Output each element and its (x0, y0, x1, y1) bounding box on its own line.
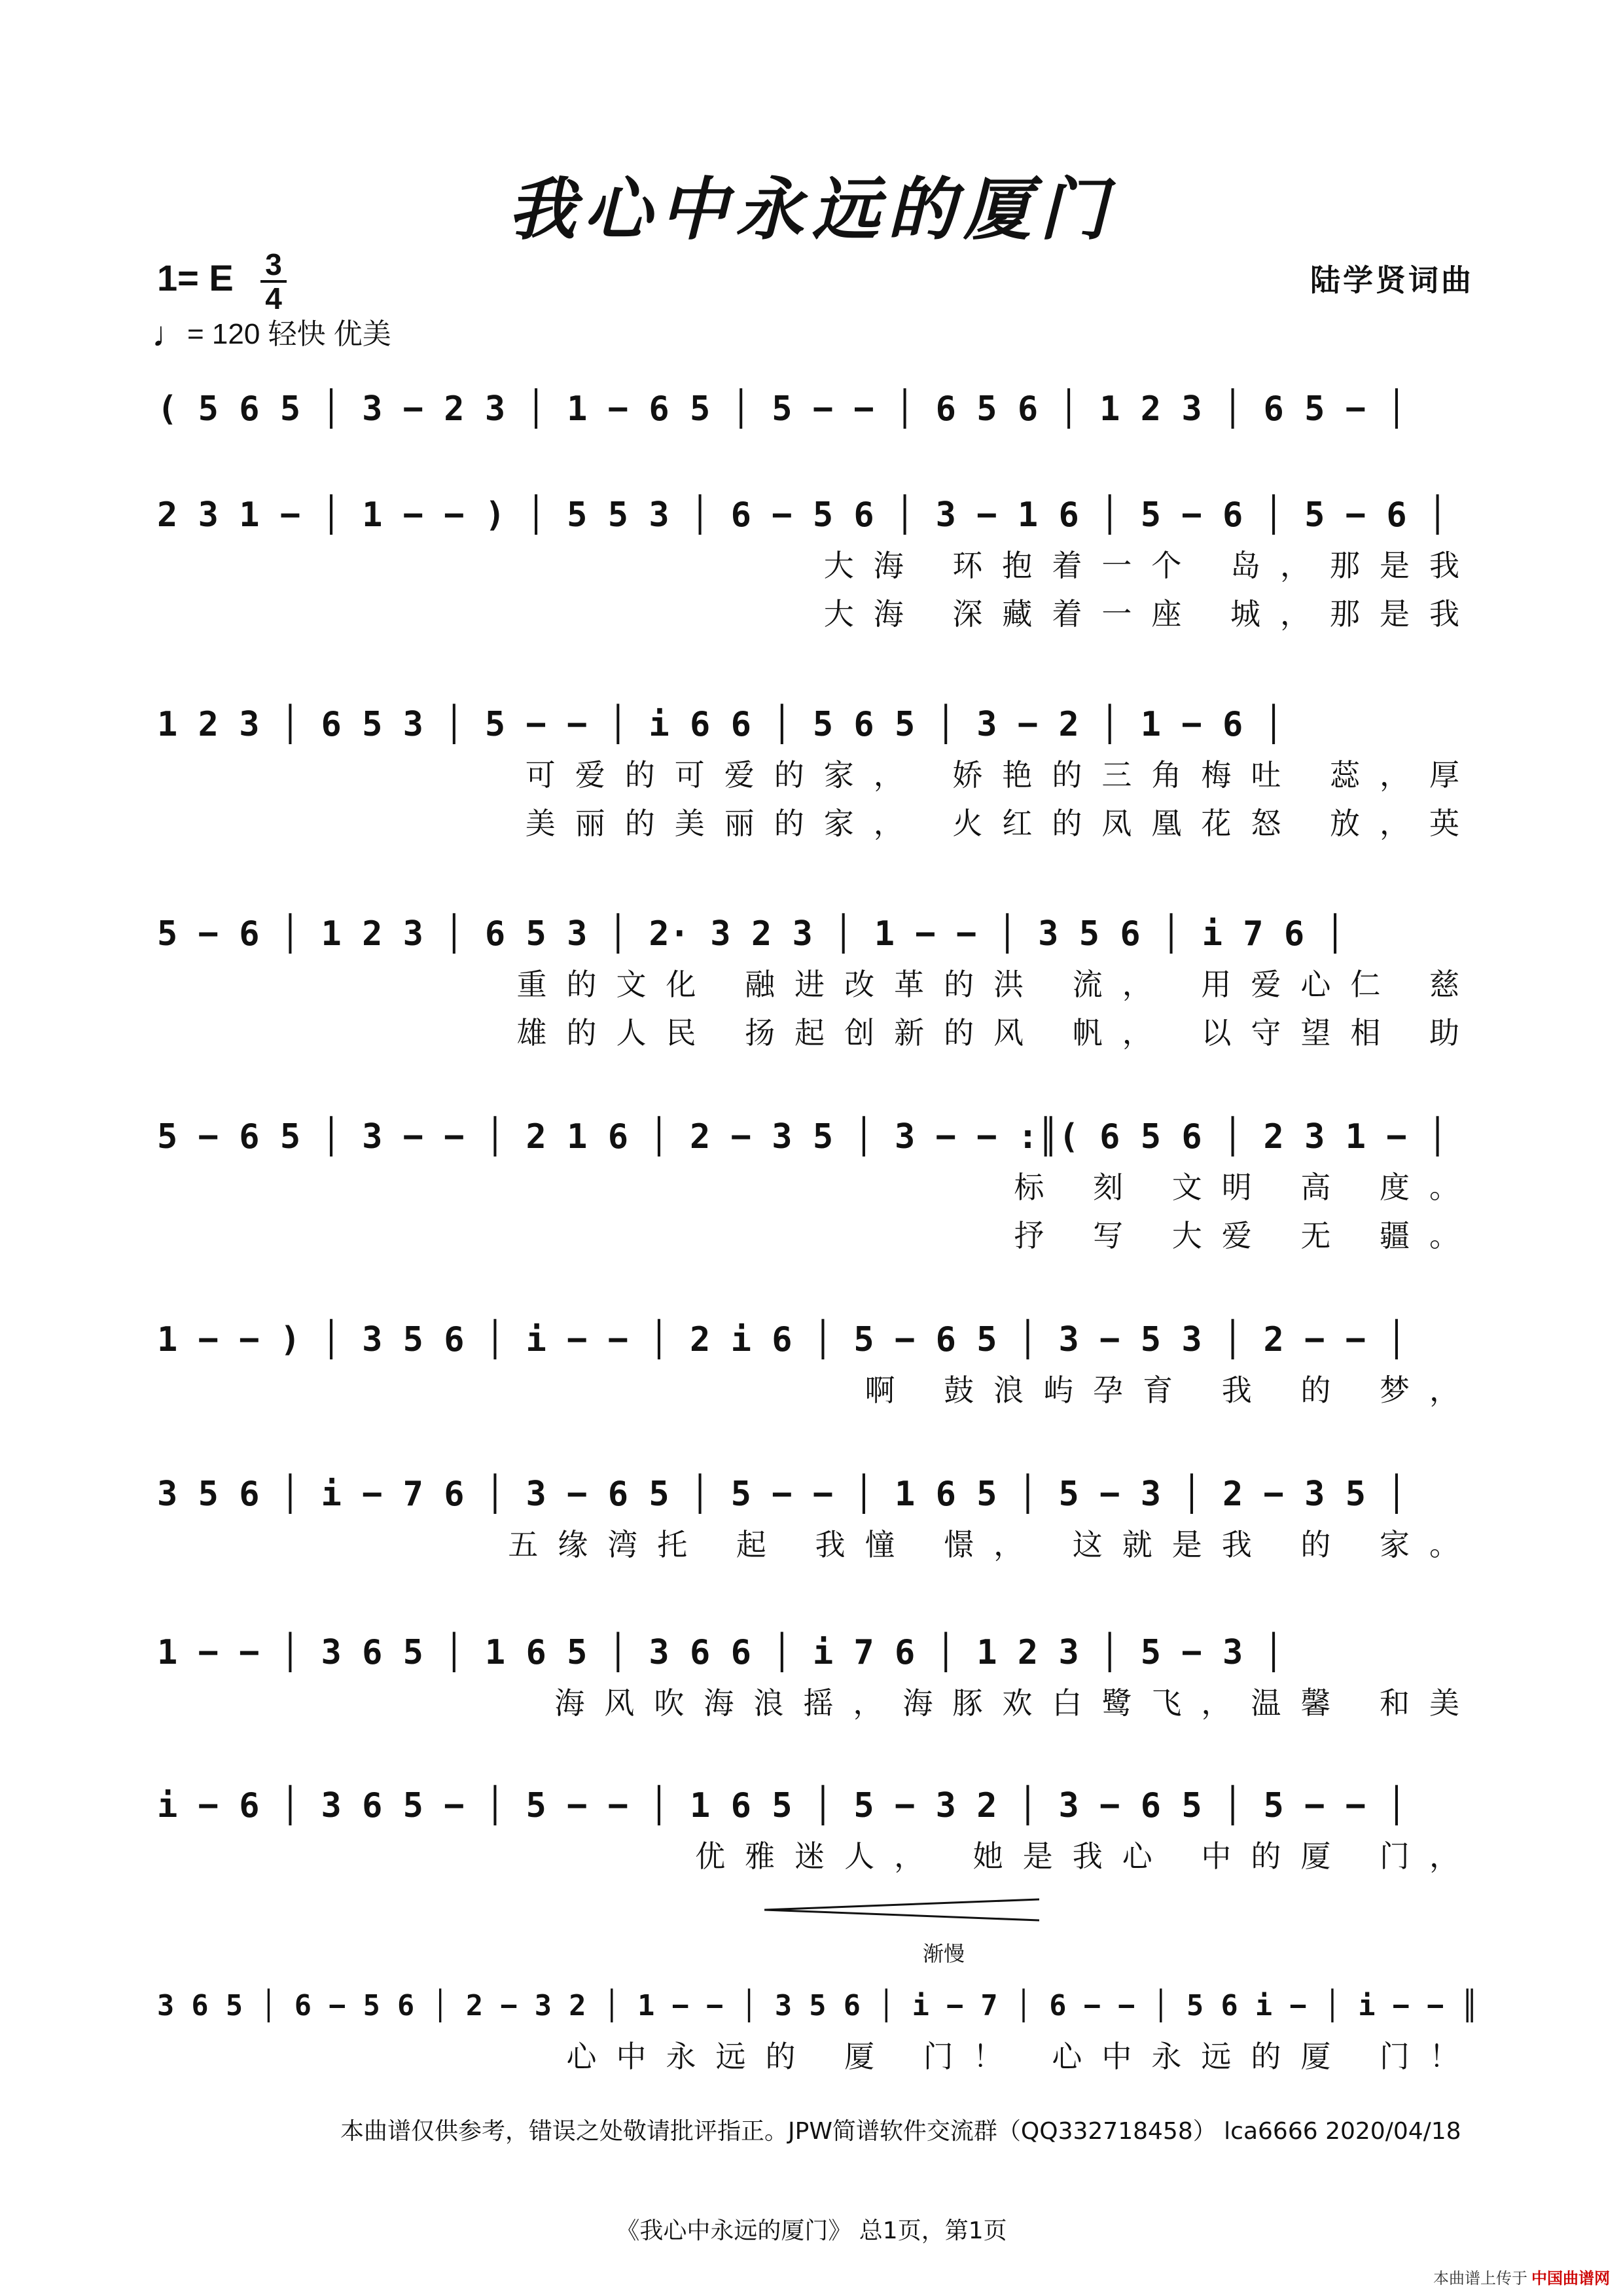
lyrics-verse-1: 啊 鼓浪屿孕育 我 的 梦， (865, 1372, 1479, 1408)
key-signature: 1= E (157, 257, 234, 298)
lyrics-verse-2 (157, 1573, 1479, 1613)
notation-row: ( 5 6 5 │ 3 − 2 3 │ 1 − 6 5 │ 5 − − │ 6 5 6 │ 1 2 3 │ 6 5 − │ (157, 389, 1407, 429)
lyrics-verse-1: 优雅迷人， 她是我心 中的厦 门， (695, 1839, 1479, 1874)
notation-row: 5 − 6 5 │ 3 − − │ 2 1 6 │ 2 − 3 5 │ 3 − − :║( 6 5 6 │ 2 3 1 − │ (157, 1117, 1448, 1157)
ritardando-marking: 渐慢 (923, 1941, 965, 1966)
lyrics-verse-1: 大海 环抱着一个 岛，那是我 (823, 548, 1479, 583)
lyrics-verse-2: 雄的人民 扬起创新的风 帆， 以守望相 助 (516, 1015, 1479, 1050)
upload-note: 本曲谱上传于 (1433, 2269, 1527, 2287)
notation-row: 1 − − ) │ 3 5 6 │ i − − │ 2 i 6 │ 5 − 6 5 │ 3 − 5 3 │ 2 − − │ (157, 1320, 1407, 1359)
notation-row: 3 5 6 │ i − 7 6 │ 3 − 6 5 │ 5 − − │ 1 6 5 │ 5 − 3 │ 2 − 3 5 │ (157, 1475, 1407, 1514)
lyrics-verse-2 (157, 1419, 1479, 1458)
lyrics-verse-1: 海风吹海浪摇，海豚欢白鹭飞，温馨 和美 (554, 1685, 1479, 1721)
notation-row: 3 6 5 │ 6 − 5 6 │ 2 − 3 2 │ 1 − − │ 3 5 6 │ i − 7 │ 6 − − │ 5 6 i − │ i − − ║ (157, 1990, 1478, 2022)
decrescendo-hairpin (764, 1898, 1039, 1922)
lyrics-verse-1: 重的文化 融进改革的洪 流， 用爱心仁 慈 (516, 967, 1479, 1002)
tempo-marking (152, 310, 391, 355)
quarter-note-icon: ♩ (152, 315, 187, 354)
lyrics-verse-2: 抒 写 大爱 无 疆。 (1014, 1218, 1479, 1253)
page-footer: 《我心中永远的厦门》 总1页，第1页 (616, 2217, 1007, 2244)
tempo-value: = 120 (187, 318, 260, 350)
time-signature-top: 3 (265, 247, 282, 281)
tempo-mood: 轻快 优美 (268, 318, 391, 350)
lyrics-verse-1: 心中永远的 厦 门！ 心中永远的厦 门！ (566, 2039, 1479, 2074)
composer-credit: 陆学贤词曲 (1310, 262, 1474, 298)
notation-row: 1 2 3 │ 6 5 3 │ 5 − − │ i 6 6 │ 5 6 5 │ 3 − 2 │ 1 − 6 │ (157, 705, 1284, 744)
lyrics-verse-1: 五缘湾托 起 我憧 憬， 这就是我 的 家。 (508, 1527, 1479, 1562)
time-signature-bottom: 4 (265, 281, 282, 315)
lyrics-verse-1: 标 刻 文明 高 度。 (1014, 1170, 1479, 1205)
site-logo: 中国曲谱网 (1531, 2269, 1610, 2287)
lyrics-verse-2 (157, 1732, 1479, 1771)
time-signature (260, 247, 287, 315)
lyrics-verse-2: 大海 深藏着一座 城，那是我 (823, 596, 1479, 632)
notation-row: 5 − 6 │ 1 2 3 │ 6 5 3 │ 2· 3 2 3 │ 1 − − │ 3 5 6 │ i 7 6 │ (157, 914, 1346, 954)
lyrics-verse-2: 美丽的美丽的家， 火红的凤凰花怒 放，英 (525, 806, 1479, 841)
song-title: 我心中永远的厦门 (507, 169, 1115, 249)
lyrics-verse-1: 可爱的可爱的家， 娇艳的三角梅吐 蕊，厚 (525, 757, 1479, 793)
disclaimer-text: 本曲谱仅供参考，错误之处敬请批评指正。JPW简谱软件交流群（QQ332718458） lca6666 2020/04/18 (340, 2118, 1461, 2145)
lyrics-verse-1 (157, 440, 1479, 479)
notation-row: 2 3 1 − │ 1 − − ) │ 5 5 3 │ 6 − 5 6 │ 3 − 1 6 │ 5 − 6 │ 5 − 6 │ (157, 495, 1448, 535)
notation-row: i − 6 │ 3 6 5 − │ 5 − − │ 1 6 5 │ 5 − 3 2 │ 3 − 6 5 │ 5 − − │ (157, 1786, 1407, 1825)
upload-credit (1433, 2265, 1610, 2288)
notation-row: 1 − − │ 3 6 5 │ 1 6 5 │ 3 6 6 │ i 7 6 │ 1 2 3 │ 5 − 3 │ (157, 1633, 1284, 1672)
